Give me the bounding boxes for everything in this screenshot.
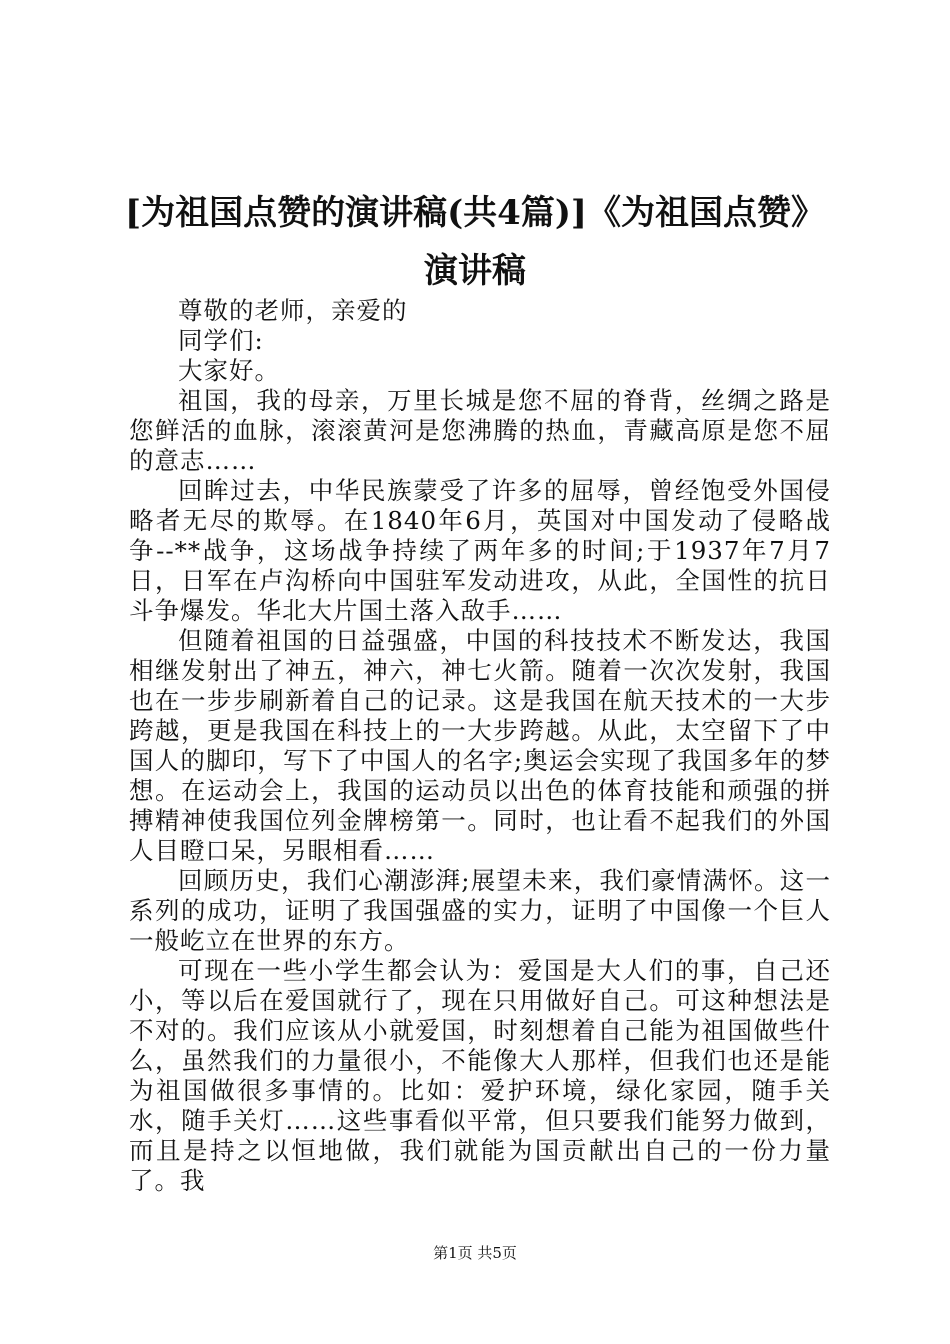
- document-title: [为祖国点赞的演讲稿(共4篇)]《为祖国点赞》演讲稿: [124, 193, 825, 291]
- paragraph-salutation-2: 同学们:: [178, 326, 264, 355]
- document-body: [129, 296, 831, 1196]
- page-footer: 第1页 共5页: [433, 1244, 517, 1262]
- paragraph-salutation-1: 尊敬的老师，亲爱的: [178, 296, 408, 325]
- paragraph-students: 可现在一些小学生都会认为：爱国是大人们的事，自己还小，等以后在爱国就行了，现在只用做好自己。可这种想法是不对的。我们应该从小就爱国，时刻想着自己能为祖国做些什么，虽然我们的力量很小，不能像大人那样，但我们也还是能为祖国做很多事情的。比如：爱护环境，绿化家园，随手关水，随手关灯……这些事看似平常，但只要我们能努力做到，而且是持之以恒地做，我们就能为国贡献出自己的一份力量了。我: [129, 956, 831, 1195]
- paragraph-history: 回眸过去，中华民族蒙受了许多的屈辱，曾经饱受外国侵略者无尽的欺辱。在1840年6月，英国对中国发动了侵略战争--**战争，这场战争持续了两年多的时间;于1937年7月7日，日军在卢沟桥向中国驻军发动进攻，从此，全国性的抗日斗争爆发。华北大片国土落入敌手……: [129, 476, 831, 625]
- paragraph-development: 但随着祖国的日益强盛，中国的科技技术不断发达，我国相继发射出了神五，神六，神七火箭。随着一次次发射，我国也在一步步刷新着自己的记录。这是我国在航天技术的一大步跨越，更是我国在科技上的一大步跨越。从此，太空留下了中国人的脚印，写下了中国人的名字;奥运会实现了我国多年的梦想。在运动会上，我国的运动员以出色的体育技能和顽强的拼搏精神使我国位列金牌榜第一。同时，也让看不起我们的外国人目瞪口呆，另眼相看……: [129, 626, 831, 865]
- paragraph-reflection: 回顾历史，我们心潮澎湃;展望未来，我们豪情满怀。这一系列的成功，证明了我国强盛的实力，证明了中国像一个巨人一般屹立在世界的东方。: [129, 866, 831, 955]
- paragraph-motherland: 祖国，我的母亲，万里长城是您不屈的脊背，丝绸之路是您鲜活的血脉，滚滚黄河是您沸腾的热血，青藏高原是您不屈的意志……: [129, 386, 831, 475]
- paragraph-greeting: 大家好。: [178, 356, 280, 385]
